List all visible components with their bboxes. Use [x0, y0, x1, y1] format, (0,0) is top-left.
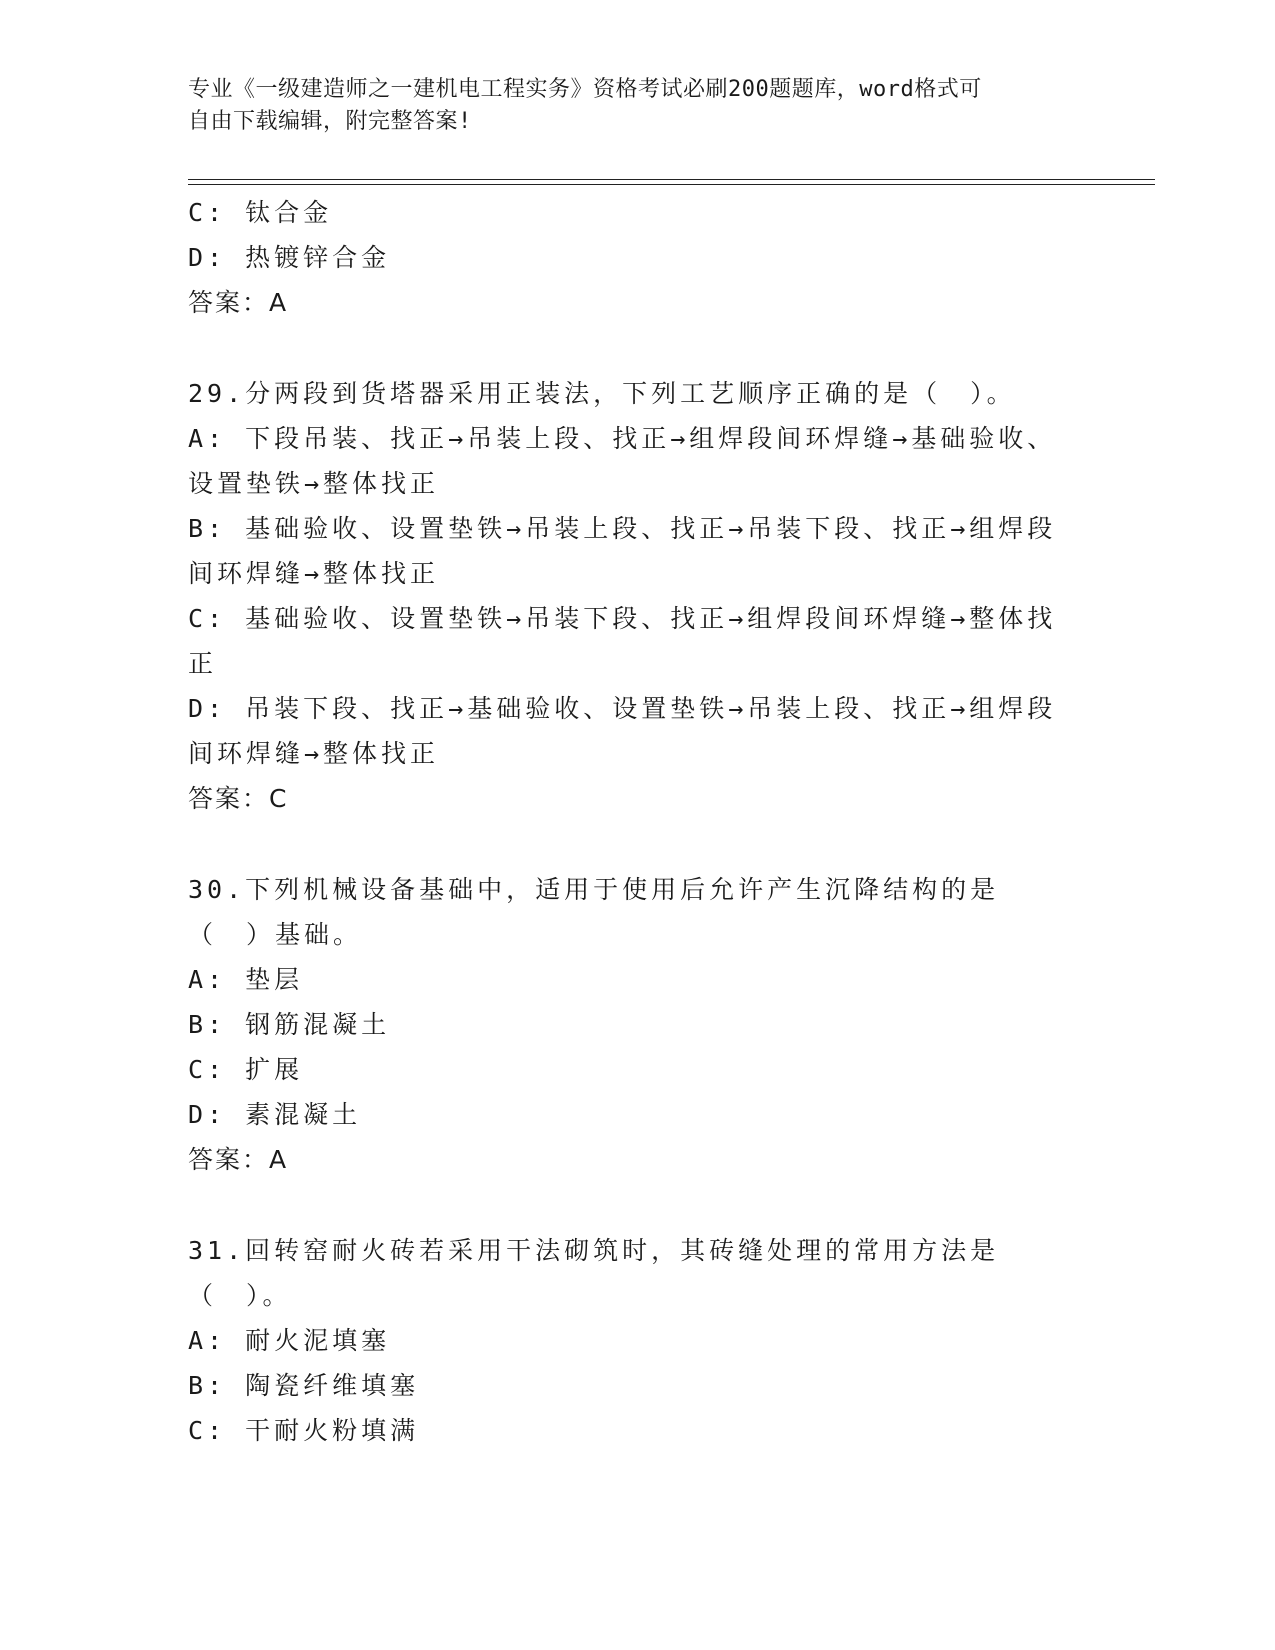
- option-c: C: 基础验收、设置垫铁→吊装下段、找正→组焊段间环焊缝→整体找正: [188, 604, 1057, 678]
- document-header: [188, 74, 1068, 138]
- option-b: B: 基础验收、设置垫铁→吊装上段、找正→吊装下段、找正→组焊段间环焊缝→整体找正: [188, 514, 1057, 588]
- option-d: D: 吊装下段、找正→基础验收、设置垫铁→吊装上段、找正→组焊段间环焊缝→整体找正: [188, 694, 1057, 768]
- option-c: C: 扩展: [188, 1055, 304, 1084]
- option-a: A: 耐火泥填塞: [188, 1326, 391, 1355]
- answer-line: 答案：C: [188, 784, 289, 813]
- header-line-1: 专业《一级建造师之一建机电工程实务》资格考试必刷200题题库，word格式可: [188, 77, 982, 102]
- option-a: A: 下段吊装、找正→吊装上段、找正→组焊段间环焊缝→基础验收、设置垫铁→整体找正: [188, 424, 1057, 498]
- question-prev: [188, 190, 1068, 326]
- answer-line: 答案：A: [188, 288, 289, 317]
- option-c: C: 干耐火粉填满: [188, 1416, 420, 1445]
- header-rule-bottom: [188, 184, 1155, 185]
- option-d: D: 素混凝土: [188, 1100, 362, 1129]
- header-rule-top: [188, 179, 1155, 180]
- option-d: D: 热镀锌合金: [188, 243, 391, 272]
- question-29: [188, 371, 1068, 822]
- question-stem: 29.分两段到货塔器采用正装法，下列工艺顺序正确的是（ ）。: [188, 379, 1016, 408]
- header-line-2: 自由下载编辑，附完整答案!: [188, 109, 472, 134]
- question-content: [188, 190, 1068, 1453]
- option-c: C: 钛合金: [188, 198, 333, 227]
- option-b: B: 钢筋混凝土: [188, 1010, 391, 1039]
- answer-line: 答案：A: [188, 1145, 289, 1174]
- question-stem: 31.回转窑耐火砖若采用干法砌筑时，其砖缝处理的常用方法是（ ）。: [188, 1236, 1000, 1310]
- question-stem: 30.下列机械设备基础中，适用于使用后允许产生沉降结构的是（ ）基础。: [188, 875, 1000, 949]
- option-a: A: 垫层: [188, 965, 304, 994]
- option-b: B: 陶瓷纤维填塞: [188, 1371, 420, 1400]
- question-30: [188, 867, 1068, 1183]
- question-31: [188, 1228, 1068, 1453]
